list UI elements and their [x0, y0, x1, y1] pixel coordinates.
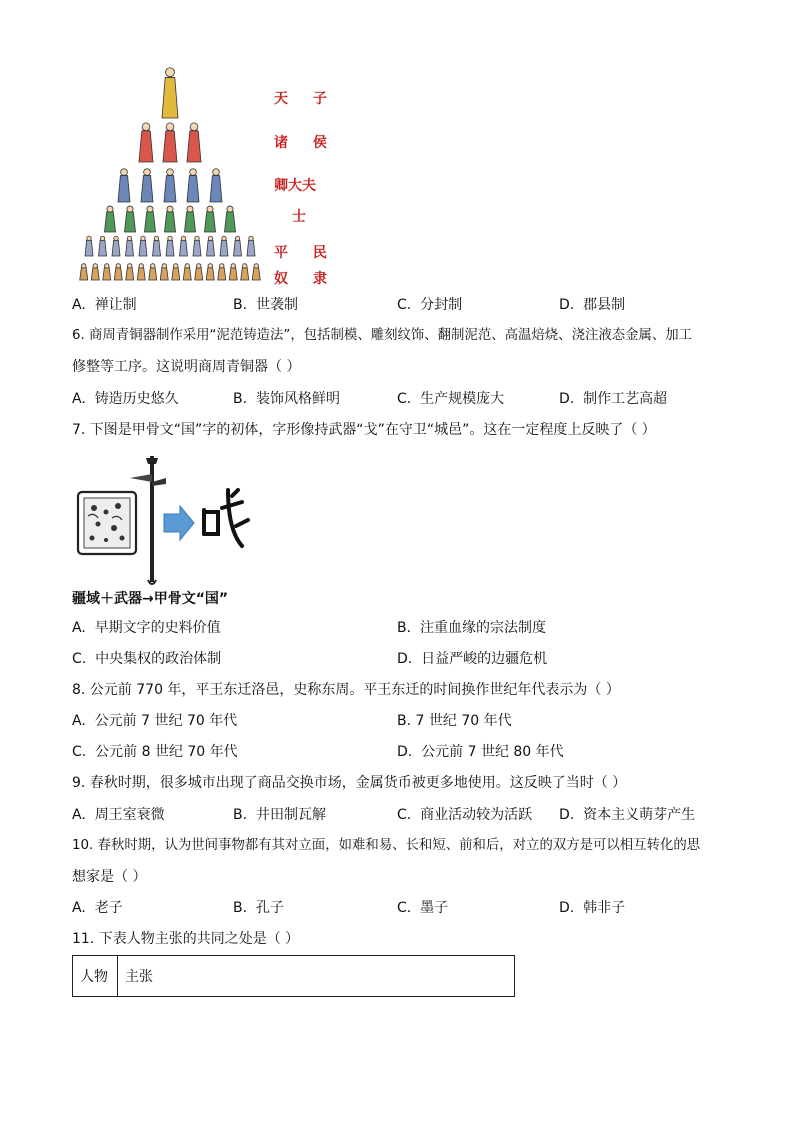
q8-option-b[interactable]: [397, 711, 512, 731]
slave-figure: [91, 264, 99, 280]
q9-option-d[interactable]: [559, 805, 695, 825]
commoner-figure: [139, 236, 147, 256]
option-letter: A.: [72, 900, 86, 916]
lord-figure: [187, 123, 201, 162]
option-text: 公元前 8 世纪 70 年代: [95, 744, 238, 760]
option-letter: D.: [559, 297, 575, 313]
option-letter: B.: [397, 713, 412, 729]
q6-stem-line2: 修整等工序。这说明商周青铜器（ ）: [72, 359, 301, 375]
rank-label-scholars: 士: [292, 209, 316, 225]
scholar-figure: [185, 206, 196, 232]
slave-figure: [206, 264, 214, 280]
option-letter: D.: [559, 807, 575, 823]
hierarchy-pyramid-illustration: [70, 58, 270, 288]
commoner-figure: [166, 236, 174, 256]
option-text: 孔子: [255, 900, 284, 916]
option-letter: C.: [397, 900, 412, 916]
emperor-figure: [162, 68, 178, 118]
option-letter: B.: [233, 807, 248, 823]
q6-option-d[interactable]: [559, 389, 667, 409]
minister-figure: [164, 169, 176, 202]
option-letter: C.: [397, 391, 412, 407]
q10-option-c[interactable]: [397, 898, 448, 918]
q8-stem: 8. 公元前 770 年，平王东迁洛邑，史称东周。平王东迁的时间换作世纪年代表示为（ ）: [72, 682, 620, 698]
q10-option-d[interactable]: [559, 898, 625, 918]
option-text: 周王室衰微: [94, 807, 165, 823]
option-text: 7 世纪 70 年代: [415, 713, 512, 729]
commoner-figure: [207, 236, 215, 256]
minister-figure: [210, 169, 222, 202]
option-text: 商业活动较为活跃: [420, 807, 533, 823]
option-text: 世袭制: [255, 297, 298, 313]
q11-table: [72, 955, 515, 997]
q6-option-a[interactable]: [72, 389, 179, 409]
option-text: 注重血缘的宗法制度: [419, 620, 546, 636]
option-letter: D.: [397, 744, 413, 760]
slave-figure: [114, 264, 122, 280]
q6-stem-line1: 6. 商周青铜器制作采用“泥范铸造法”，包括制模、雕刻纹饰、翻制泥范、高温焙烧、浇注液态金属、加工: [72, 328, 693, 343]
option-text: 中央集权的政治体制: [95, 651, 222, 667]
option-letter: A.: [72, 620, 86, 636]
minister-figure: [118, 169, 130, 202]
q10-option-b[interactable]: [233, 898, 284, 918]
scholar-figure: [205, 206, 216, 232]
rank-label-lords: 诸 侯: [274, 135, 337, 151]
option-text: 禅让制: [94, 297, 137, 313]
commoner-figure: [234, 236, 242, 256]
option-letter: D.: [397, 651, 413, 667]
slave-figure: [137, 264, 145, 280]
commoner-figure: [247, 236, 255, 256]
rank-label-slaves: 奴 隶: [274, 271, 337, 287]
scholar-figure: [145, 206, 156, 232]
commoner-figure: [193, 236, 201, 256]
q8-option-a[interactable]: [72, 711, 237, 731]
commoner-figure: [112, 236, 120, 256]
table-header-person: 人物: [73, 956, 118, 997]
q10-option-a[interactable]: [72, 898, 123, 918]
slave-figure: [218, 264, 226, 280]
option-letter: D.: [559, 391, 575, 407]
scholar-figure: [105, 206, 116, 232]
oracle-guo-figure: [72, 450, 272, 590]
rank-label-emperor: 天 子: [274, 91, 337, 107]
option-text: 日益严峻的边疆危机: [421, 651, 548, 667]
q8-option-c[interactable]: [72, 742, 238, 762]
minister-figure: [187, 169, 199, 202]
arrow-icon: [164, 506, 194, 540]
slave-figure: [252, 264, 260, 280]
q9-stem: 9. 春秋时期，很多城市出现了商品交换市场，金属货币被更多地使用。这反映了当时（ ）: [72, 775, 627, 791]
q5-option-d[interactable]: [559, 295, 625, 315]
option-text: 生产规模庞大: [420, 391, 505, 407]
q7-option-a[interactable]: [72, 618, 221, 638]
option-letter: D.: [559, 900, 575, 916]
slave-figure: [126, 264, 134, 280]
option-letter: A.: [72, 391, 86, 407]
option-text: 装饰风格鲜明: [255, 391, 340, 407]
option-letter: B.: [233, 900, 248, 916]
option-letter: B.: [233, 391, 248, 407]
q7-figure-caption: 疆域＋武器→甲骨文“国”: [72, 591, 229, 607]
lord-figure: [163, 123, 177, 162]
q7-stem: 7. 下图是甲骨文“国”字的初体，字形像持武器“戈”在守卫“城邑”。这在一定程度上反映了（ ）: [72, 422, 656, 438]
commoner-figure: [220, 236, 228, 256]
scholar-figure: [125, 206, 136, 232]
q6-option-b[interactable]: [233, 389, 340, 409]
option-letter: A.: [72, 713, 86, 729]
slave-figure: [183, 264, 191, 280]
option-text: 早期文字的史料价值: [94, 620, 221, 636]
table-row: [73, 956, 515, 997]
q9-option-a[interactable]: [72, 805, 165, 825]
option-letter: C.: [397, 807, 412, 823]
option-letter: B.: [233, 297, 248, 313]
option-text: 郡县制: [583, 297, 626, 313]
q9-option-c[interactable]: [397, 805, 532, 825]
option-letter: C.: [397, 297, 412, 313]
table-header-claim: 主张: [118, 956, 515, 997]
option-text: 制作工艺高超: [583, 391, 668, 407]
rank-label-commoners: 平 民: [274, 245, 337, 261]
commoner-figure: [99, 236, 107, 256]
slave-figure: [172, 264, 180, 280]
option-text: 铸造历史悠久: [94, 391, 179, 407]
scholar-figure: [165, 206, 176, 232]
minister-figure: [141, 169, 153, 202]
option-text: 公元前 7 世纪 70 年代: [94, 713, 238, 729]
slave-figure: [149, 264, 157, 280]
option-text: 墨子: [420, 900, 449, 916]
option-text: 老子: [94, 900, 123, 916]
option-text: 韩非子: [583, 900, 626, 916]
feudal-hierarchy-figure: [70, 58, 337, 288]
option-letter: A.: [72, 807, 86, 823]
commoner-figure: [180, 236, 188, 256]
q5-option-c[interactable]: [397, 295, 462, 315]
q7-option-c[interactable]: [72, 649, 221, 669]
option-text: 井田制瓦解: [255, 807, 326, 823]
q9-option-b[interactable]: [233, 805, 326, 825]
territory-drawing: [78, 492, 136, 554]
option-letter: C.: [72, 651, 87, 667]
slave-figure: [229, 264, 237, 280]
commoner-figure: [153, 236, 161, 256]
q11-stem: 11. 下表人物主张的共同之处是（ ）: [72, 931, 300, 947]
option-letter: C.: [72, 744, 87, 760]
option-text: 分封制: [420, 297, 463, 313]
q7-option-d[interactable]: [397, 649, 547, 669]
q5-option-a[interactable]: [72, 295, 137, 315]
q8-option-d[interactable]: [397, 742, 564, 762]
commoner-figure: [126, 236, 134, 256]
slave-figure: [195, 264, 203, 280]
q5-option-b[interactable]: [233, 295, 298, 315]
oracle-bone-guo-glyph: [204, 490, 248, 546]
option-text: 资本主义萌芽产生: [583, 807, 696, 823]
option-text: 公元前 7 世纪 80 年代: [421, 744, 564, 760]
q10-stem-line2: 想家是（ ）: [72, 869, 147, 885]
option-letter: A.: [72, 297, 86, 313]
slave-figure: [241, 264, 249, 280]
commoner-figure: [85, 236, 93, 256]
scholar-figure: [225, 206, 236, 232]
q6-option-c[interactable]: [397, 389, 504, 409]
slave-figure: [80, 264, 88, 280]
territory-weapon-illustration: [72, 450, 272, 590]
slave-figure: [103, 264, 111, 280]
lord-figure: [139, 123, 153, 162]
q7-option-b[interactable]: [397, 618, 546, 638]
option-letter: B.: [397, 620, 412, 636]
q10-stem-line1: 10. 春秋时期，认为世间事物都有其对立面，如难和易、长和短、前和后，对立的双方是可以相互转化的思: [72, 838, 701, 853]
rank-label-ministers: 卿大夫: [274, 178, 316, 194]
slave-figure: [160, 264, 168, 280]
